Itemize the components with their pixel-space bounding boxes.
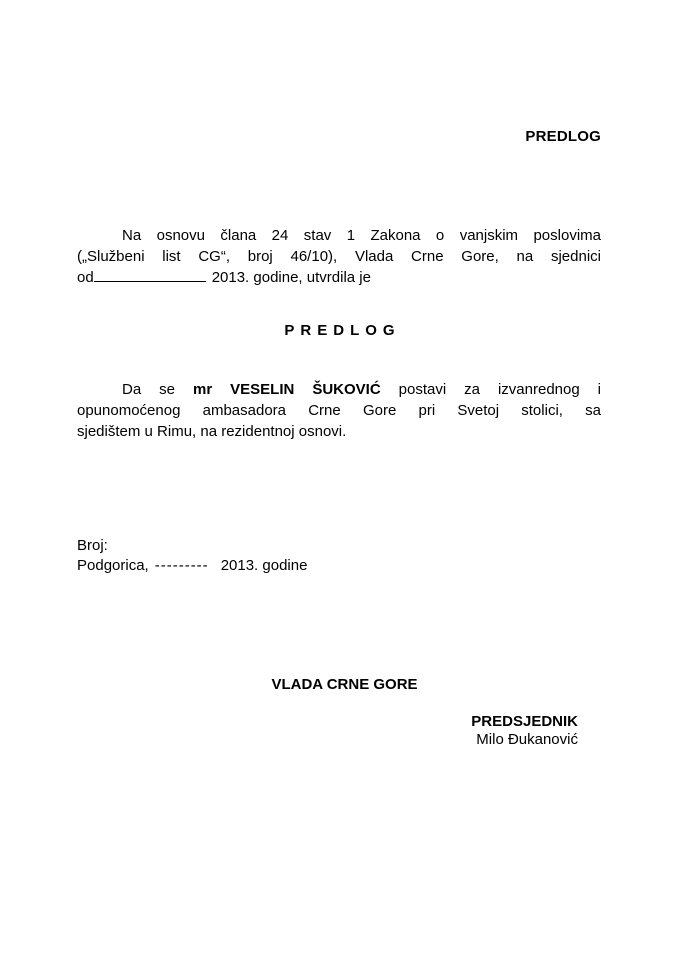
intro-line-3-suffix: 2013. godine, utvrdila je [211,269,371,286]
reference-date-placeholder: --------- [154,557,209,574]
nominee-name: VESELIN ŠUKOVIĆ [230,381,381,398]
proposal-start: Da se [122,381,175,398]
intro-line-1-text: Na osnovu člana 24 stav 1 Zakona o vanjskim poslovima [122,227,601,244]
reference-block [77,536,307,576]
date-blank-line [94,268,206,282]
reference-place: Podgorica, [77,557,149,574]
document-title: PREDLOG [284,322,401,339]
proposal-paragraph [77,379,601,442]
signatory-role: PREDSJEDNIK [471,713,578,730]
intro-line-3-prefix: od [77,269,94,286]
intro-line-2: („Službeni list CG“, broj 46/10), Vlada Crne Gore, na sjednici [77,248,601,265]
reference-place-date [77,556,307,576]
proposal-line-2: opunomoćenog ambasadora Crne Gore pri Svetoj stolici, sa [77,402,601,419]
proposal-line-3: sjedištem u Rimu, na rezidentnoj osnovi. [77,423,347,440]
intro-paragraph [77,225,601,288]
signature-block [471,713,578,749]
signatory-name: Milo Đukanović [476,731,578,748]
intro-line-3 [77,267,601,288]
proposal-line-1-rest: postavi za izvanrednog i [398,381,602,398]
reference-date-suffix: 2013. godine [220,557,308,574]
nominee-title: mr [192,381,213,398]
header-label: PREDLOG [525,128,601,145]
intro-line-1 [77,225,601,246]
proposal-line-1 [77,379,601,400]
reference-number-label: Broj: [77,537,108,554]
government-name: VLADA CRNE GORE [271,676,418,693]
